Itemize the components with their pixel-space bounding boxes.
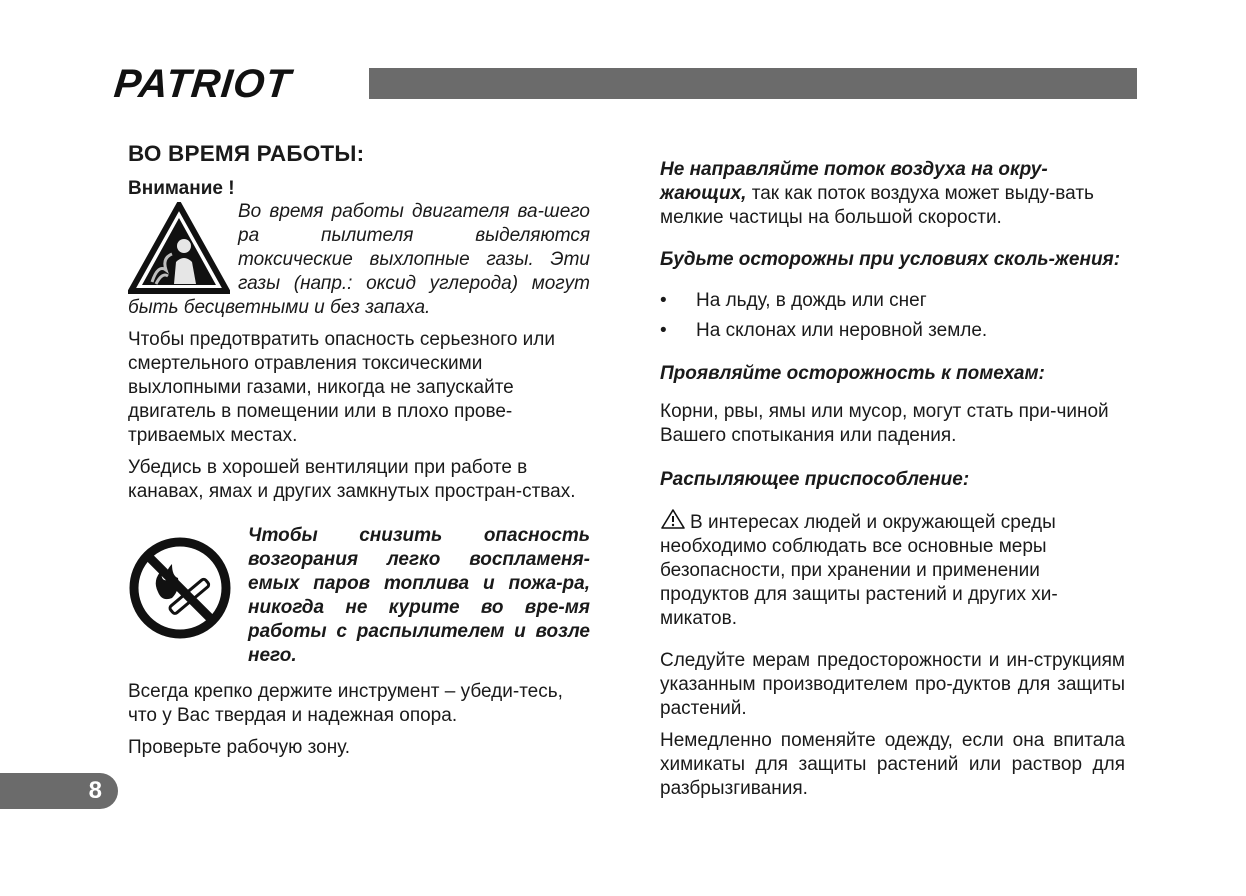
heading-sprayer: Распыляющее приспособление: bbox=[660, 469, 970, 490]
page-number-tab bbox=[0, 773, 118, 809]
no-smoking-text: Чтобы снизить опасность возгорания легко воспламеня-емых паров топлива и пожа-ра, никогда не курите во вре-мя работы с распылителем и возле него. bbox=[248, 525, 590, 666]
paragraph-grip: Всегда крепко держите инструмент – убеди-тесь, что у Вас твердая и надежная опора. bbox=[128, 681, 563, 726]
paragraph-check-area: Проверьте рабочую зону. bbox=[128, 737, 351, 758]
left-column bbox=[128, 140, 590, 760]
right-column bbox=[660, 158, 1125, 801]
section-title: ВО ВРЕМЯ РАБОТЫ: bbox=[128, 141, 365, 166]
warning-heading: Внимание ! bbox=[128, 178, 235, 199]
header-bar bbox=[369, 68, 1137, 99]
heading-obstacles: Проявляйте осторожность к помехам: bbox=[660, 363, 1045, 384]
slippery-list bbox=[660, 286, 1125, 346]
paragraph-ventilation: Убедись в хорошей вентиляции при работе в канавах, ямах и других замкнутых простран-ствах. bbox=[128, 457, 576, 502]
airflow-warning-bold: Не направляйте поток воздуха на окру-жающих, bbox=[660, 159, 1048, 204]
list-item: • На льду, в дождь или снег bbox=[660, 286, 1125, 316]
heading-slippery: Будьте осторожны при условиях сколь-жения: bbox=[660, 249, 1121, 270]
paragraph-toxic-gas: Чтобы предотвратить опасность серьезного или смертельного отравления токсическими выхлопными газами, никогда не запускайте двигатель в помещении или в плохо прове-триваемых местах. bbox=[128, 329, 555, 446]
airflow-warning-rest: так как поток воздуха может выду-вать мелкие частицы на большой скорости. bbox=[660, 183, 1094, 228]
warning-text: Во время работы двигателя ва-шего ра пылителя выделяются токсические выхлопные газы. Эти газы (напр.: оксид углерода) могут быть бесцветными и без запаха. bbox=[128, 201, 590, 318]
no-smoking-block bbox=[128, 524, 590, 668]
warning-block bbox=[128, 200, 590, 320]
paragraph-obstacles: Корни, рвы, ямы или мусор, могут стать при-чиной Вашего спотыкания или падения. bbox=[660, 401, 1109, 446]
paragraph-clothing: Немедленно поменяйте одежду, если она впитала химикаты для защиты растений или раствор для разбрызгивания. bbox=[660, 730, 1125, 799]
paragraph-airflow bbox=[660, 158, 1125, 230]
paragraph-precautions: Следуйте мерам предосторожности и ин-струкциям указанным производителем про-дуктов для защиты растений. bbox=[660, 650, 1125, 719]
page-number: 8 bbox=[88, 777, 102, 804]
paragraph-safety bbox=[660, 508, 1125, 631]
list-item: • На склонах или неровной земле. bbox=[660, 316, 1125, 346]
warning-icon bbox=[660, 508, 686, 530]
no-smoking-icon bbox=[128, 536, 232, 640]
toxic-gas-warning-icon bbox=[128, 202, 230, 294]
patriot-logo: PATRIOT bbox=[112, 62, 294, 106]
safety-text: В интересах людей и окружающей среды необходимо соблюдать все основные меры безопасности, при хранении и применении продуктов для защиты растений и других хи-микатов. bbox=[660, 512, 1058, 629]
